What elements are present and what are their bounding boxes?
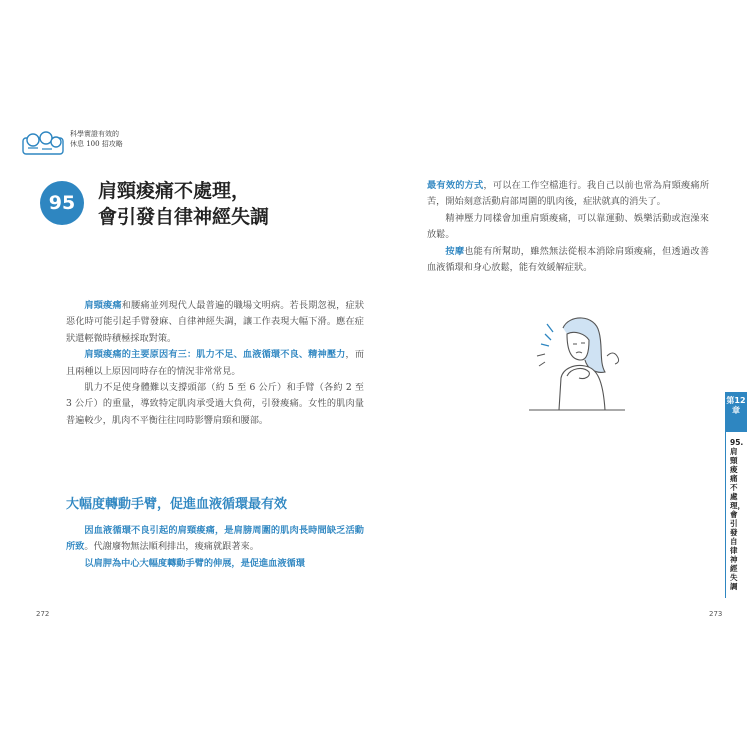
chapter-number-badge: 95 [40, 181, 84, 225]
highlight-text: 肩頸痠痛 [84, 300, 122, 311]
paragraph-4 [66, 523, 364, 556]
paragraph-2 [66, 347, 364, 380]
paragraph-continued [427, 178, 709, 211]
highlight-text: 以肩胛為中心大幅度轉動手臂的伸展，是促進血液循環 [84, 557, 305, 569]
highlight-text: 肩頸痠痛的主要原因有三：肌力不足、血液循環不良、精神壓力 [84, 349, 346, 361]
highlight-text: 最有效的方式 [427, 180, 484, 191]
highlight-text: 因血液循環不良引起的肩頸痠痛，是肩膀周圍的肌肉長時間缺乏活動所致 [66, 525, 364, 553]
running-header [70, 129, 123, 149]
paragraph-5 [66, 556, 364, 572]
highlight-text: 按摩 [445, 245, 465, 257]
paragraph-massage [427, 244, 709, 277]
woman-neck-pain-illustration [523, 310, 628, 420]
paragraph-3: 肌力不足使身體難以支撐頭部（約 5 至 6 公斤）和手臂（各約 2 至 3 公斤）的重量，導致特定肌肉承受過大負荷，引發痠痛。女性的肌肉量普遍較少，肌肉不平衡往往同時影響肩頸和腰部。 [66, 382, 364, 426]
left-page [22, 120, 367, 620]
intro-body [66, 298, 364, 429]
title-line-1: 肩頸痠痛不處理， [98, 180, 251, 202]
title-line-2: 會引發自律神經失調 [98, 206, 270, 228]
tab-vertical-title: 95. 肩頸痠痛不處理，會引發自律神經失調 [730, 438, 745, 591]
right-body [427, 178, 709, 276]
right-page [375, 120, 747, 620]
paragraph-text: 也能有所幫助，雖然無法從根本消除肩頸痠痛，但透過改善血液循環和身心放鬆，能有效緩解症狀。 [427, 245, 710, 274]
paragraph-1 [66, 298, 364, 347]
tab-body [725, 432, 747, 598]
paragraph-text: ，而且兩種以上原因同時存在的情況非常常見。 [66, 349, 365, 377]
paragraph-text: 和腰痛並列現代人最普遍的職場文明病。若長期忽視，症狀惡化時可能引起手臂發麻、自律神經失調，讓工作表現大幅下滑。應在症狀還輕微時積極採取對策。 [66, 300, 365, 344]
section-body [66, 523, 364, 572]
tab-chapter-label: 第12章 [725, 392, 747, 432]
paragraph-text: ，可以在工作空檔進行。我自己以前也常為肩頸痠痛所苦，開始刻意活動肩部周圍的肌肉後，症狀就真的消失了。 [427, 180, 710, 208]
book-logo-icon [22, 128, 66, 156]
chapter-side-tab [725, 392, 747, 598]
page-number-right: 273 [709, 610, 723, 618]
paragraph-text: 。代謝廢物無法順利排出，痠痛就跟著來。 [84, 541, 259, 553]
page-number-left: 272 [36, 610, 50, 618]
paragraph-stress: 精神壓力同樣會加重肩頸痠痛，可以靠運動、娛樂活動或泡澡來放鬆。 [427, 212, 709, 241]
chapter-title [98, 178, 269, 230]
header-line-2: 休息 100 招攻略 [70, 140, 123, 148]
header-line-1: 科學實證有效的 [70, 130, 119, 138]
section-heading: 大幅度轉動手臂，促進血液循環最有效 [66, 497, 288, 512]
